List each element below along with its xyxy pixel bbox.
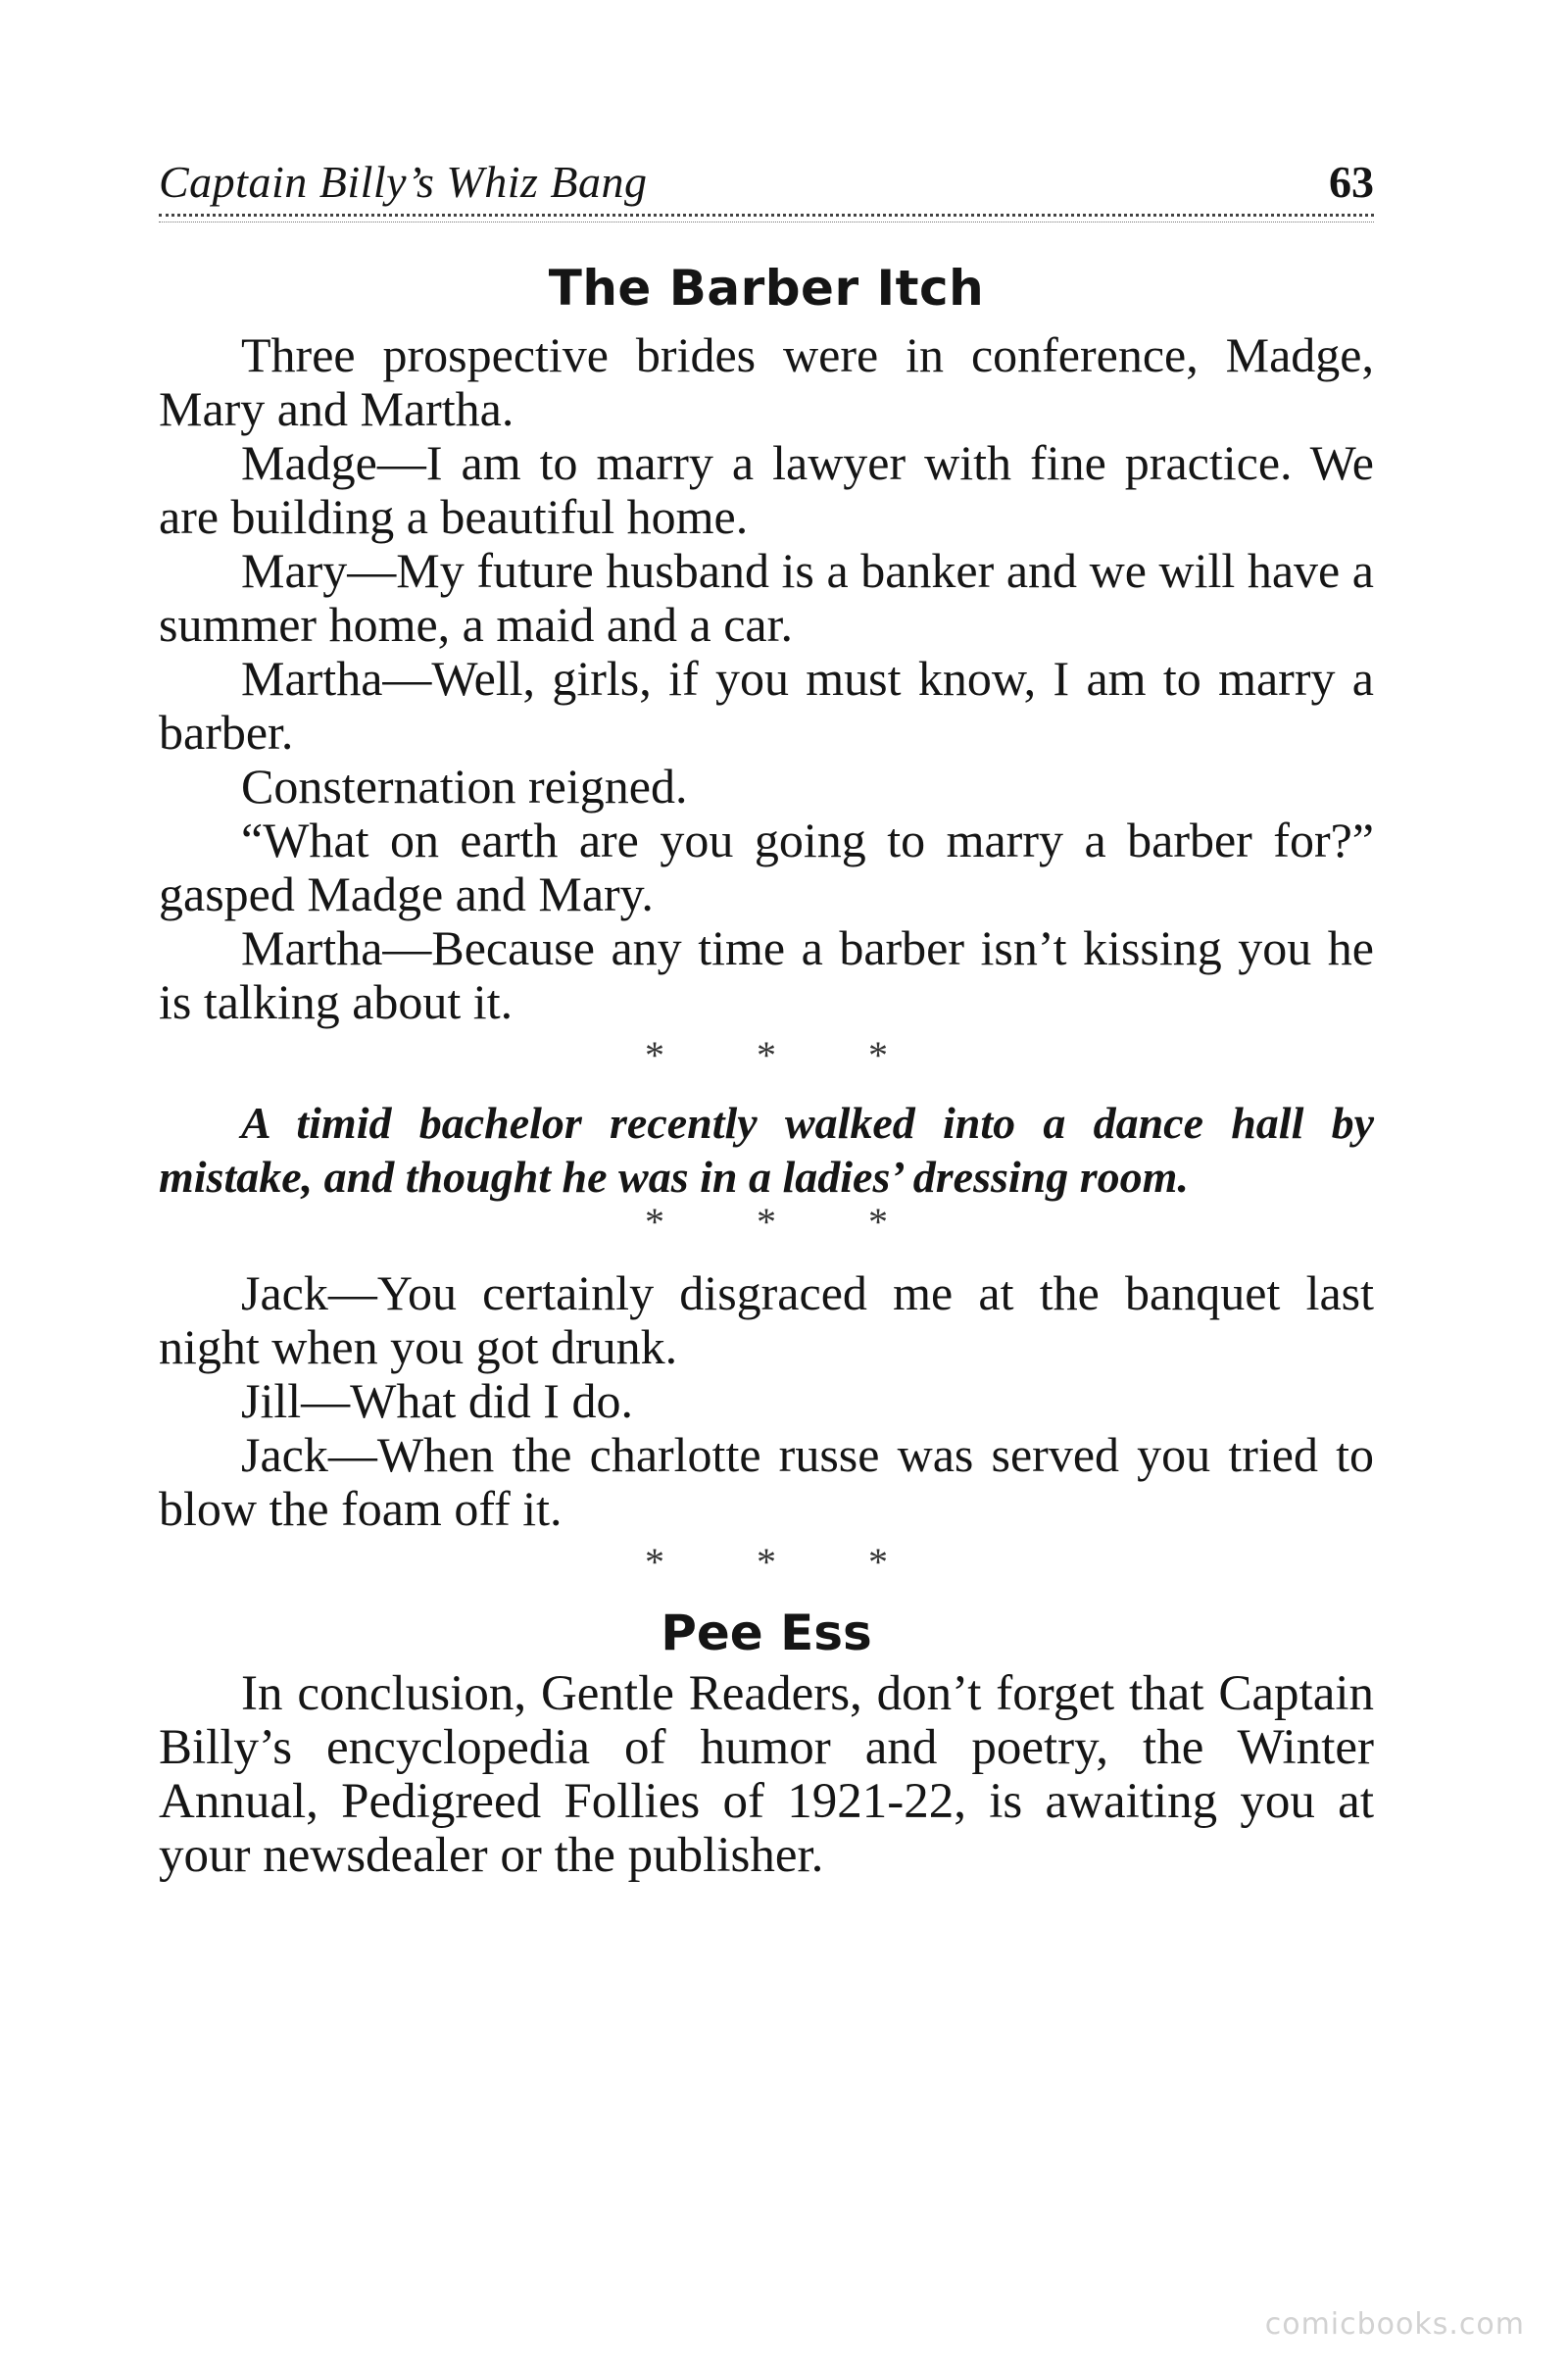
postscript-text: In conclusion, Gentle Readers, don’t forget that Captain Billy’s encyclopedia of humor and poetry, the Winter Annual, Pedigreed Follies of 1921-22, is awaiting you at your newsdealer or the publisher. [159,1666,1374,1883]
watermark: comicbooks.com [1264,2307,1525,2342]
section-separator: * * * [645,1200,929,1244]
page-number: 63 [1329,157,1374,207]
dialogue-line: Jill—What did I do. [241,1373,633,1428]
joke-text: A timid bachelor recently walked into a dance hall by mistake, and thought he was in a ladies’ dressing room. [159,1098,1374,1202]
section-separator: * * * [645,1033,929,1077]
postscript-title: Pee Ess [661,1605,872,1661]
running-head: Captain Billy’s Whiz Bang [159,157,648,207]
article-title: The Barber Itch [548,260,985,317]
article-paragraph: Madge—I am to marry a lawyer with fine practice. We are building a beautiful home. [159,435,1374,544]
section-separator: * * * [645,1540,929,1584]
page-header [159,147,1374,208]
article-paragraph: Consternation reigned. [241,759,688,814]
article-paragraph: Three prospective brides were in conference, Madge, Mary and Martha. [159,327,1374,436]
book-page [159,147,1374,1883]
dialogue-line: Jack—You certainly disgraced me at the banquet last night when you got drunk. [159,1265,1374,1374]
article-paragraph: Mary—My future husband is a banker and we will have a summer home, a maid and a car. [159,543,1374,652]
article-paragraph: Martha—Because any time a barber isn’t kissing you he is talking about it. [159,920,1374,1029]
article-paragraph: Martha—Well, girls, if you must know, I am to marry a barber. [159,651,1374,760]
dialogue-line: Jack—When the charlotte russe was served you tried to blow the foam off it. [159,1427,1374,1536]
header-rule [159,214,1374,222]
article-paragraph: “What on earth are you going to marry a barber for?” gasped Madge and Mary. [159,813,1374,921]
